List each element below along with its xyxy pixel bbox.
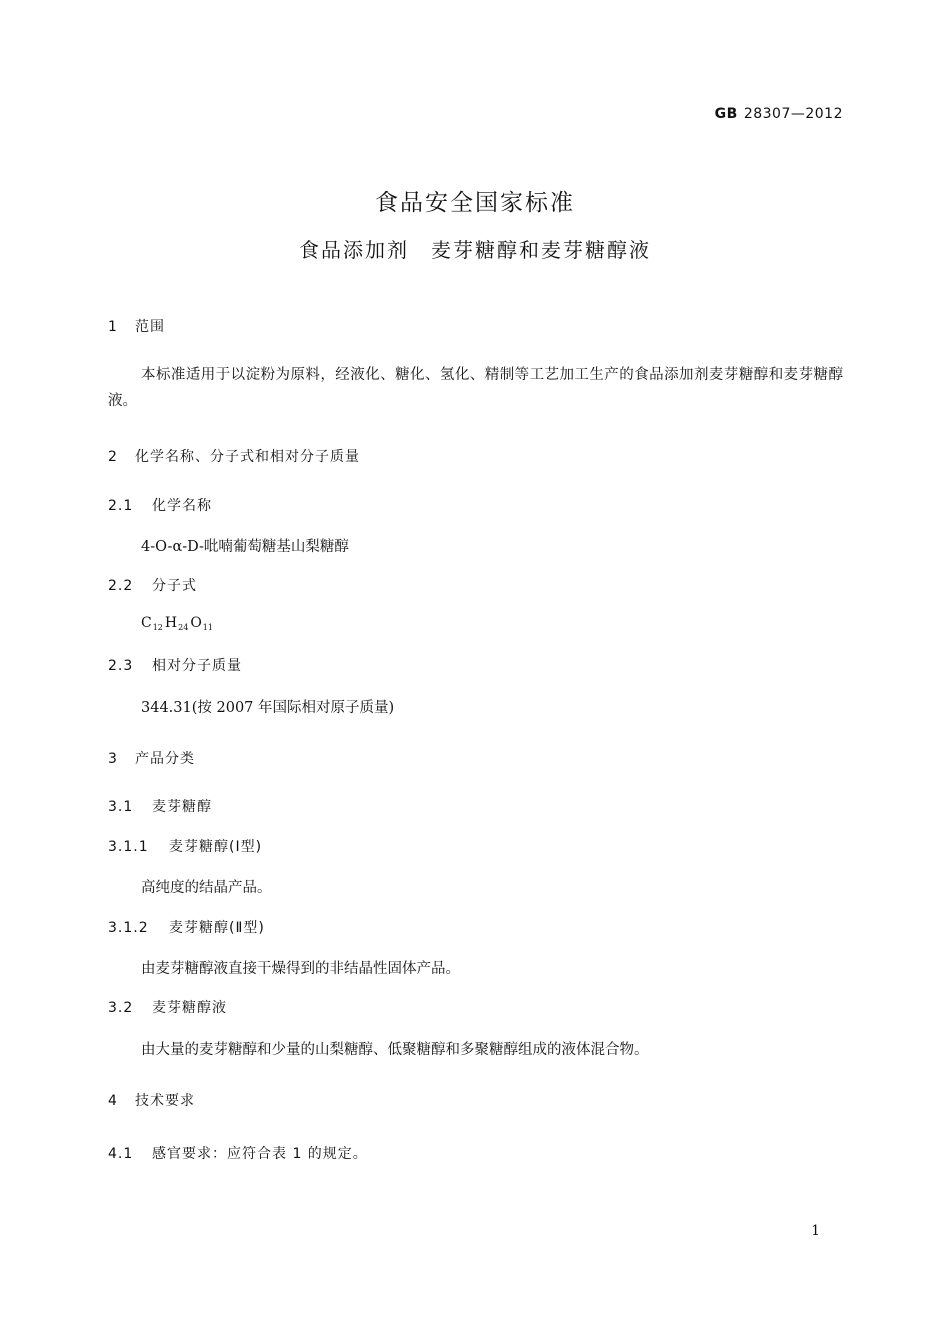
section-number: 2.3 xyxy=(108,658,134,674)
section-2-2-heading xyxy=(108,575,197,595)
section-number: 2.1 xyxy=(108,498,134,514)
section-3-heading xyxy=(108,748,195,768)
section-title: 技术要求 xyxy=(135,1093,195,1109)
section-4-heading xyxy=(108,1090,195,1110)
section-3-2-text: 由大量的麦芽糖醇和少量的山梨糖醇、低聚糖醇和多聚糖醇组成的液体混合物。 xyxy=(141,1042,649,1058)
section-number: 3 xyxy=(108,751,118,767)
section-1-text: 本标准适用于以淀粉为原料，经液化、糖化、氢化、精制等工艺加工生产的食品添加剂麦芽糖醇和麦芽糖醇液。 xyxy=(108,367,843,409)
sub-title-part1: 食品添加剂 xyxy=(299,238,409,262)
chemical-name: 4-O-α-D-吡喃葡萄糖基山梨糖醇 xyxy=(141,539,349,555)
section-title: 产品分类 xyxy=(135,751,195,767)
main-title: 食品安全国家标准 xyxy=(375,190,575,216)
section-number: 3.1 xyxy=(108,799,134,815)
section-2-3-heading xyxy=(108,655,242,675)
formula-c: C xyxy=(141,615,152,631)
section-3-2-heading xyxy=(108,997,227,1017)
formula-h-sub: 24 xyxy=(178,623,189,632)
section-title: 范围 xyxy=(135,319,165,335)
sub-title xyxy=(0,234,950,263)
section-title: 麦芽糖醇液 xyxy=(152,1000,227,1016)
section-2-heading xyxy=(108,446,360,466)
section-4-1-heading xyxy=(108,1143,368,1163)
section-title: 麦芽糖醇(Ⅱ型) xyxy=(169,920,265,936)
page-number: 1 xyxy=(811,1223,820,1239)
formula-c-sub: 12 xyxy=(152,623,163,632)
section-3-1-heading xyxy=(108,796,212,816)
section-1-heading xyxy=(108,316,165,336)
section-number: 1 xyxy=(108,319,118,335)
section-number: 3.1.1 xyxy=(108,839,149,855)
section-title: 感官要求：应符合表 1 的规定。 xyxy=(152,1146,368,1162)
formula-o: O xyxy=(190,615,202,631)
section-title: 化学名称 xyxy=(152,498,212,514)
section-2-1-heading xyxy=(108,495,212,515)
molecular-formula xyxy=(141,615,215,632)
section-3-1-2-text: 由麦芽糖醇液直接干燥得到的非结晶性固体产品。 xyxy=(141,961,460,977)
section-title: 分子式 xyxy=(152,578,197,594)
section-3-1-1-heading xyxy=(108,836,262,856)
section-title: 化学名称、分子式和相对分子质量 xyxy=(135,449,360,465)
section-title: 麦芽糖醇(Ⅰ型) xyxy=(169,839,263,855)
section-title: 麦芽糖醇 xyxy=(152,799,212,815)
section-number: 2 xyxy=(108,449,118,465)
standard-code: 28307—2012 xyxy=(743,106,843,122)
section-number: 3.1.2 xyxy=(108,920,149,936)
section-number: 2.2 xyxy=(108,578,134,594)
section-title: 相对分子质量 xyxy=(152,658,242,674)
formula-h: H xyxy=(164,615,178,631)
section-number: 4.1 xyxy=(108,1146,134,1162)
standard-number xyxy=(715,106,843,122)
standard-prefix: GB xyxy=(714,106,738,122)
section-3-1-1-text: 高纯度的结晶产品。 xyxy=(141,880,272,896)
sub-title-part2: 麦芽糖醇和麦芽糖醇液 xyxy=(431,238,651,262)
section-3-1-2-heading xyxy=(108,917,265,937)
molecular-mass: 344.31(按 2007 年国际相对原子质量) xyxy=(141,700,395,716)
section-number: 3.2 xyxy=(108,1000,134,1016)
section-number: 4 xyxy=(108,1093,118,1109)
formula-o-sub: 11 xyxy=(202,623,213,632)
